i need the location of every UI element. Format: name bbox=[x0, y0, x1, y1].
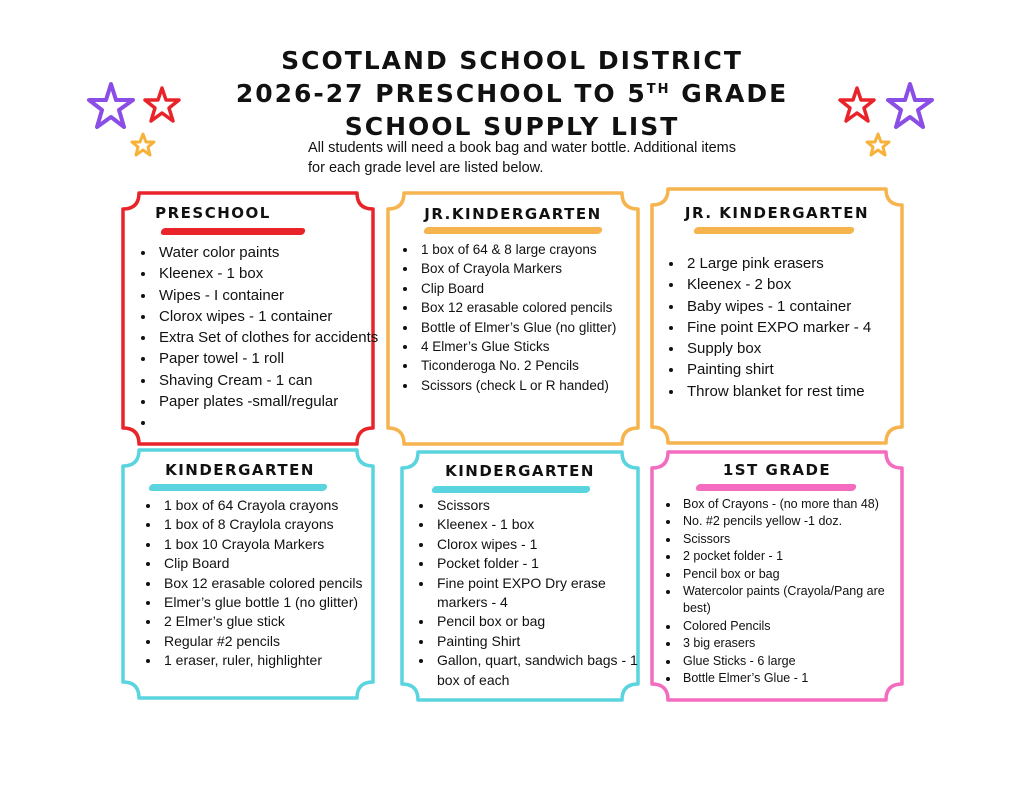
list-item: • Baby wipes - 1 container bbox=[684, 296, 912, 317]
list-item: • Wipes - I container bbox=[156, 285, 384, 306]
list-item: • Box 12 erasable colored pencils bbox=[418, 298, 646, 317]
list-item: • Clip Board bbox=[161, 554, 391, 573]
list-item: • Bottle of Elmer’s Glue (no glitter) bbox=[418, 318, 646, 337]
list-item: • Paper plates -small/regular bbox=[156, 391, 384, 412]
list-item: • Scissors (check L or R handed) bbox=[418, 376, 646, 395]
card-jr-kindergarten-2 bbox=[650, 187, 904, 445]
list-item: • 2 Large pink erasers bbox=[684, 253, 912, 274]
list-item: • Kleenex - 1 box bbox=[434, 515, 640, 534]
card-heading: PRESCHOOL bbox=[155, 204, 271, 222]
list-item: • Clorox wipes - 1 container bbox=[156, 306, 384, 327]
list-item: • Elmer’s glue bottle 1 (no glitter) bbox=[161, 593, 391, 612]
heading-brush-stroke bbox=[695, 484, 857, 491]
list-item: • 1 box of 64 & 8 large crayons bbox=[418, 240, 646, 259]
list-item: • Extra Set of clothes for accidents bbox=[156, 327, 384, 348]
list-item bbox=[156, 412, 384, 433]
list-item: • Ticonderoga No. 2 Pencils bbox=[418, 356, 646, 375]
list-item: • Box of Crayons - (no more than 48) bbox=[680, 496, 912, 513]
list-item: • Throw blanket for rest time bbox=[684, 381, 912, 402]
list-item: • Fine point EXPO Dry erase markers - 4 bbox=[434, 574, 640, 613]
card-kindergarten-2 bbox=[400, 450, 640, 702]
card-heading: 1ST GRADE bbox=[722, 461, 832, 479]
list-item: • Scissors bbox=[680, 531, 912, 548]
heading-brush-stroke bbox=[148, 484, 328, 491]
heading-brush-stroke bbox=[160, 228, 306, 235]
star-cluster-left bbox=[85, 78, 195, 168]
list-item: • Water color paints bbox=[156, 242, 384, 263]
card-heading: JR.KINDERGARTEN bbox=[424, 205, 602, 223]
item-list bbox=[400, 240, 646, 395]
list-item: • Colored Pencils bbox=[680, 618, 912, 635]
item-list bbox=[138, 242, 384, 434]
heading-brush-stroke bbox=[431, 486, 591, 493]
purple-star-icon bbox=[89, 84, 133, 127]
card-preschool bbox=[121, 191, 379, 446]
list-item: • Kleenex - 1 box bbox=[156, 263, 384, 284]
list-item: • Box of Crayola Markers bbox=[418, 259, 646, 278]
list-item: • Fine point EXPO marker - 4 bbox=[684, 317, 912, 338]
orange-star-icon bbox=[867, 134, 889, 155]
item-list bbox=[143, 496, 391, 671]
list-item: • Supply box bbox=[684, 338, 912, 359]
list-item: • 3 big erasers bbox=[680, 635, 912, 652]
red-star-icon bbox=[840, 88, 874, 121]
list-item: • Watercolor paints (Crayola/Pang are best) bbox=[680, 583, 912, 618]
list-item: • Shaving Cream - 1 can bbox=[156, 370, 384, 391]
card-jr-kindergarten-1 bbox=[386, 191, 640, 446]
orange-star-icon bbox=[132, 134, 154, 155]
list-item: • 4 Elmer’s Glue Sticks bbox=[418, 337, 646, 356]
list-item: • Painting shirt bbox=[684, 359, 912, 380]
list-item: • Box 12 erasable colored pencils bbox=[161, 574, 391, 593]
item-list bbox=[662, 496, 912, 687]
list-item: • Gallon, quart, sandwich bags - 1 box of each bbox=[434, 651, 640, 690]
red-star-icon bbox=[145, 88, 179, 121]
title-superscript: TH bbox=[646, 82, 671, 97]
list-item: • Regular #2 pencils bbox=[161, 632, 391, 651]
list-item: • 1 box of 64 Crayola crayons bbox=[161, 496, 391, 515]
card-heading: KINDERGARTEN bbox=[165, 461, 315, 479]
list-item: • 1 eraser, ruler, highlighter bbox=[161, 651, 391, 670]
card-1st-grade bbox=[650, 450, 904, 702]
title-line-2-main: 2026-27 PRESCHOOL TO 5 bbox=[235, 79, 647, 108]
list-item: • No. #2 pencils yellow -1 doz. bbox=[680, 513, 912, 530]
list-item: • 1 box 10 Crayola Markers bbox=[161, 535, 391, 554]
list-item: • Clip Board bbox=[418, 279, 646, 298]
item-list bbox=[666, 253, 912, 402]
list-item: • Scissors bbox=[434, 496, 640, 515]
list-item: • Pencil box or bag bbox=[680, 566, 912, 583]
title-line-1: SCOTLAND SCHOOL DISTRICT bbox=[281, 46, 743, 75]
title-line-2-end: GRADE bbox=[670, 79, 789, 108]
list-item: • Pocket folder - 1 bbox=[434, 554, 640, 573]
list-item: • 2 Elmer’s glue stick bbox=[161, 612, 391, 631]
list-item: • Bottle Elmer’s Glue - 1 bbox=[680, 670, 912, 687]
list-item: • 1 box of 8 Craylola crayons bbox=[161, 515, 391, 534]
list-item: • Kleenex - 2 box bbox=[684, 274, 912, 295]
card-heading: KINDERGARTEN bbox=[445, 462, 595, 480]
title-line-3: SCHOOL SUPPLY LIST bbox=[344, 112, 680, 141]
list-item: • Pencil box or bag bbox=[434, 612, 640, 631]
heading-brush-stroke bbox=[693, 227, 855, 234]
star-cluster-right bbox=[830, 78, 940, 168]
list-item: • 2 pocket folder - 1 bbox=[680, 548, 912, 565]
intro-text: All students will need a book bag and water bottle. Additional items for each grade level are listed below. bbox=[308, 140, 737, 176]
list-item: • Glue Sticks - 6 large bbox=[680, 653, 912, 670]
card-heading: JR. KINDERGARTEN bbox=[684, 204, 870, 222]
list-item: • Paper towel - 1 roll bbox=[156, 348, 384, 369]
list-item: • Clorox wipes - 1 bbox=[434, 535, 640, 554]
heading-brush-stroke bbox=[423, 227, 603, 234]
purple-star-icon bbox=[888, 84, 932, 127]
list-item: • Painting Shirt bbox=[434, 632, 640, 651]
item-list bbox=[416, 496, 640, 690]
card-kindergarten-1 bbox=[121, 448, 375, 700]
